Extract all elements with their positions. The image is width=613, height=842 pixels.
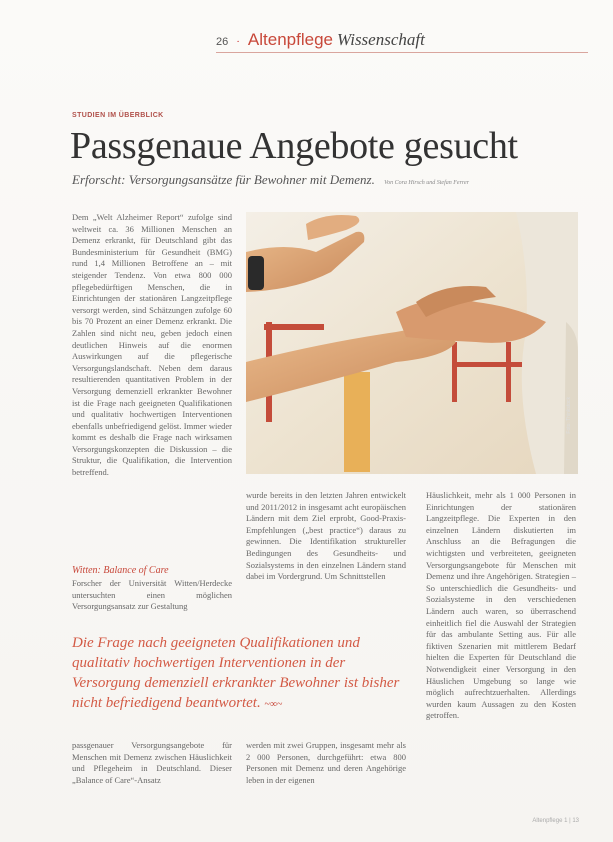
magazine-name: Altenpflege [247, 30, 333, 49]
body-text: Dem „Welt Alzheimer Report“ zufolge sind weltweit ca. 36 Millionen Menschen an Demenz erkrankt, für Deutschland gibt das Bundesministerium für Gesundheit (BMG) rund 1,4 Millionen Betroffene an – mit steigender Tendenz. Von etwa 800 000 pflegebedürftigen Menschen, die in Einrichtungen der stationären Langzeitpflege versorgt werden, sind Schätzungen zufolge 60 bis 70 Prozent an einer Demenz erkrankt. Die Zahlen sind nicht neu, geben jedoch einen deutlichen Hinweis auf die enormen Auswirkungen auf die pflegerische Versorgungslandschaft. Neben dem daraus resultierenden quantitativen Problem in der Versorgung demenziell erkrankter Bewohner ist die Frage nach geeigneten Qualifikationen und qualitativ hochwertigen Interventionen ebenfalls unbefriedigend gelöst. Immer wieder kommt es deshalb die Frage nach wirksamen Versorgungskonzepten die Diskussion – die Struktur, die Qualifikation, die Intervention betreffend. [72, 212, 232, 478]
page-number: 26 [216, 36, 229, 48]
subtitle-text: Erforscht: Versorgungsansätze für Bewohner mit Demenz. [72, 172, 375, 187]
body-text: werden mit zwei Gruppen, insgesamt mehr als 2 000 Personen, durchgeführt: etwa 800 Personen mit Demenz und deren Angehörige leben in der eigenen [246, 740, 406, 785]
header-rule [216, 52, 588, 53]
byline: Von Cora Hirsch und Stefan Ferrer [384, 180, 470, 186]
body-text: wurde bereits in den letzten Jahren entwickelt und 2011/2012 in insgesamt acht europäischen Ländern mit dem Ziel erprobt, Good-Praxis-Empfehlungen („best practice“) daraus zu gewinnen. Die Identifikation struktureller Bedingungen des Gesundheits- und Sozialsystems in den einzelnen Ländern stand dabei im Vordergrund. Um Schnittstellen [246, 490, 406, 582]
photo-credit: Foto: Thinkstock [566, 397, 572, 434]
column-2-bottom [246, 740, 406, 786]
article-subtitle [72, 172, 469, 188]
section-subhead: Witten: Balance of Care [72, 565, 169, 576]
ornament-icon: ~∞~ [264, 699, 283, 710]
body-text: passgenauer Versorgungsangebote für Menschen mit Demenz zwischen Häuslichkeit und Pflegeheim in Deutschland. Dieser „Balance of Care“-Ansatz [72, 740, 232, 785]
column-3 [426, 490, 576, 722]
photo-hands-illustration [246, 212, 578, 474]
magazine-section: Wissenschaft [337, 30, 425, 49]
article-title: Passgenaue Angebote gesucht [70, 125, 518, 167]
column-1-continued [72, 578, 232, 613]
article-photo [246, 212, 578, 474]
header-separator: · [236, 36, 240, 48]
column-1 [72, 212, 232, 479]
article-kicker: STUDIEN IM ÜBERBLICK [72, 112, 164, 119]
pull-quote-text: Die Frage nach geeigneten Qualifikationen und qualitativ hochwertigen Interventionen in der Versorgung demenziell erkrankter Bewohner ist bisher nicht befriedigend beantwortet. [72, 635, 400, 711]
running-header [216, 30, 425, 50]
body-text: Häuslichkeit, mehr als 1 000 Personen in Einrichtungen der stationären Langzeitpflege. Die Experten in den einzelnen Ländern diskutierten im Anschluss an die Befragungen die wichtigsten und verbreiteten, geeigneten Versorgungsangebote für Menschen mit Demenz und ihre Angehörigen. Strategien – So unterschiedlich die Gesundheits- und Sozialsysteme in den verschiedenen Ländern auch waren, so überraschend einheitlich fiel die Auswahl der Strategien für das ambulante Setting aus. Für alle fiktiven Szenarien mit mittlerem Bedarf hielten die Experten für Deutschland die Notwendigkeit einer Versorgung in den Häuslichen Umgebung so lange wie möglich aufrechtzuerhalten. Allerdings wurden kaum Aussagen zu den Kosten getroffen. [426, 490, 576, 721]
pull-quote [72, 633, 412, 715]
body-text: Forscher der Universität Witten/Herdecke untersuchten einen möglichen Versorgungsansatz zur Gestaltung [72, 578, 232, 612]
column-2 [246, 490, 406, 583]
column-1-bottom [72, 740, 232, 786]
page-footer: Altenpflege 1 | 13 [532, 818, 579, 824]
